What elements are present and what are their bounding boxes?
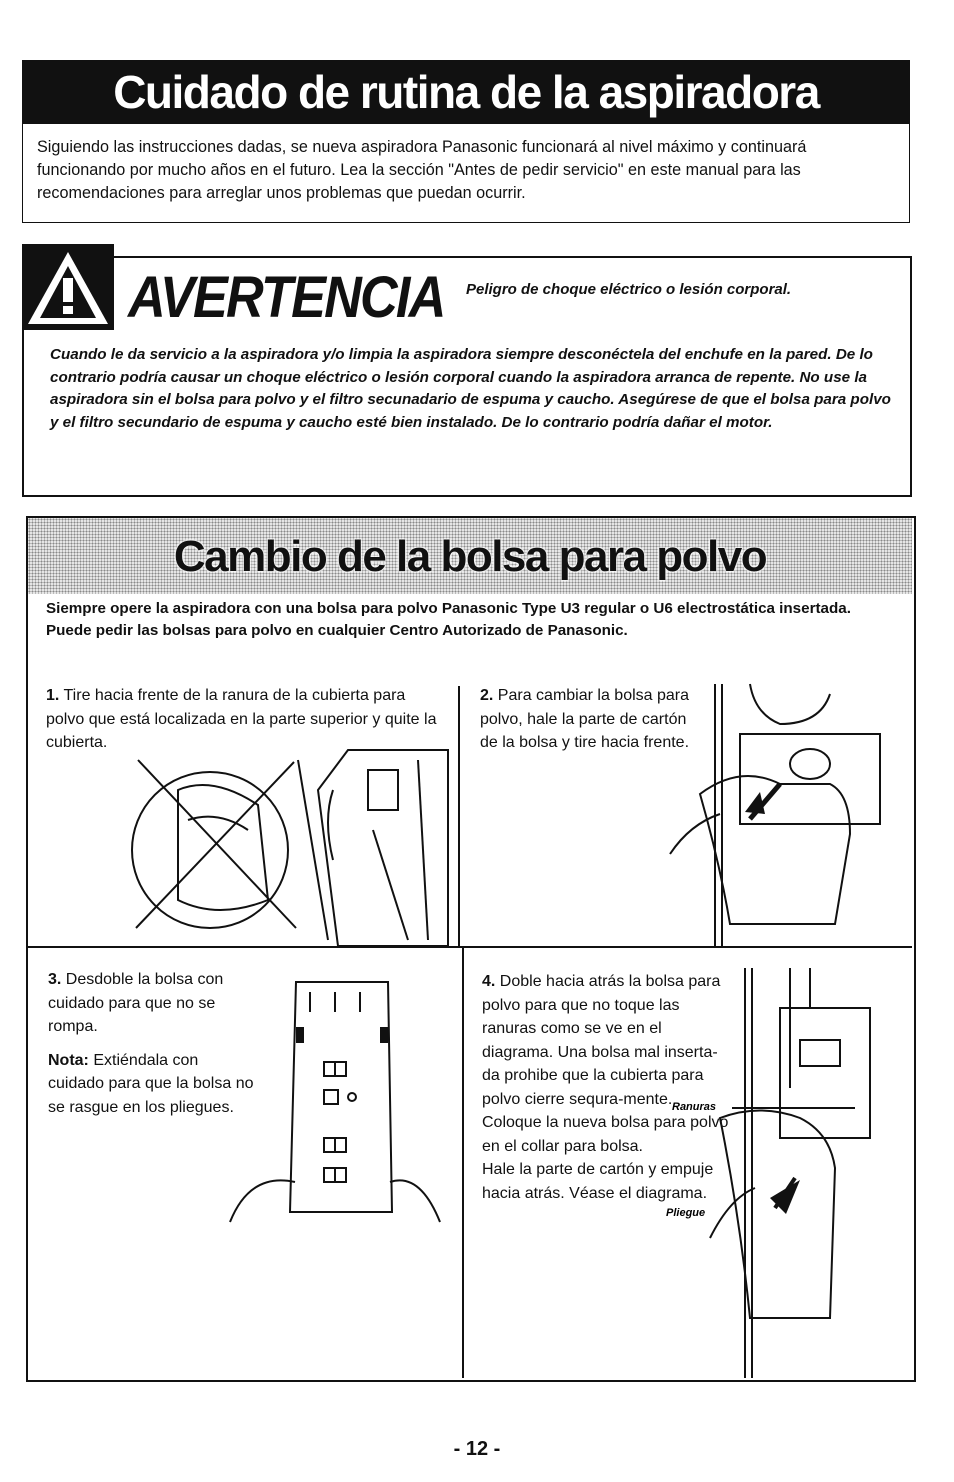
step-number: 2.	[480, 687, 494, 704]
step-number: 1.	[46, 687, 60, 704]
warning-title: AVERTENCIA	[128, 265, 445, 330]
section-title: Cambio de la bolsa para polvo	[173, 532, 767, 581]
step-text: Para cambiar la bolsa para polvo, hale la parte de cartón de la bolsa y tire hacia frente.	[480, 687, 690, 751]
step-number: 3.	[48, 971, 62, 988]
note-label: Nota:	[48, 1051, 89, 1069]
page-title: Cuidado de rutina de la aspiradora	[113, 66, 819, 118]
intro-box	[22, 124, 910, 223]
section-intro: Siempre opere la aspiradora con una bolsa para polvo Panasonic Type U3 regular o U6 electrostática insertada. Puede pedir las bolsas para polvo en cualquier Centro Autorizado de Panasonic.	[46, 600, 851, 639]
step-number: 4.	[482, 973, 496, 990]
step-text: Desdoble la bolsa con cuidado para que no se rompa.	[48, 971, 224, 1035]
step-text-2: Hale la parte de cartón y empuje hacia atrás. Véase el diagrama.	[482, 1161, 714, 1202]
step-1-illustration	[118, 750, 448, 946]
warning-triangle-icon	[22, 244, 114, 330]
divider-vertical-top	[458, 686, 460, 948]
note-text: Extiéndala con cuidado para que la bolsa no se rasgue en los pliegues.	[48, 1051, 254, 1116]
step-2-illustration	[660, 684, 910, 946]
step-2	[480, 684, 690, 755]
warning-subtitle: Peligro de choque eléctrico o lesión corporal.	[466, 281, 792, 298]
header-bar	[22, 60, 910, 124]
divider-horizontal	[28, 946, 912, 948]
page-number: - 12 -	[453, 1438, 501, 1460]
step-4-illustration	[660, 968, 910, 1378]
label-pliegue: Pliegue	[666, 1207, 706, 1219]
label-ranuras: Ranuras	[672, 1101, 717, 1113]
warning-body: Cuando le da servicio a la aspiradora y/o limpia la aspiradora siempre desconéctela del enchufe en la pared. De lo contrario podría causar un choque eléctrico o lesión corporal cuando la aspiradora arranca de repente. No use la aspiradora sin el bolsa para polvo y el filtro secunadario de espuma y caucho. Asegúrese de que el bolsa para polvo y el filtro secundario de espuma y caucho esté bien instalado. De lo contrario podría dañar el motor.	[50, 346, 891, 431]
step-1	[46, 684, 446, 755]
intro-text: Siguiendo las instrucciones dadas, se nueva aspiradora Panasonic funcionará al nivel máximo y continuará funcionando por mucho años en el futuro. Lea la sección "Antes de pedir servicio" en este manual para las recomendaciones para arreglar unos problemas que puedan ocurrir.	[37, 138, 807, 202]
step-text: Doble hacia atrás la bolsa para polvo para que no toque las ranuras como se ve en el diagrama. Una bolsa mal inserta-da prohibe que la cubierta para polvo cierre sequra-mente. Coloque la nueva bolsa para polvo en el collar para bolsa.	[482, 973, 729, 1155]
divider-vertical-bottom	[462, 946, 464, 1378]
step-text: Tire hacia frente de la ranura de la cubierta para polvo que está localizada en la parte superior y quite la cubierta.	[46, 687, 437, 751]
step-3-illustration	[210, 972, 460, 1272]
